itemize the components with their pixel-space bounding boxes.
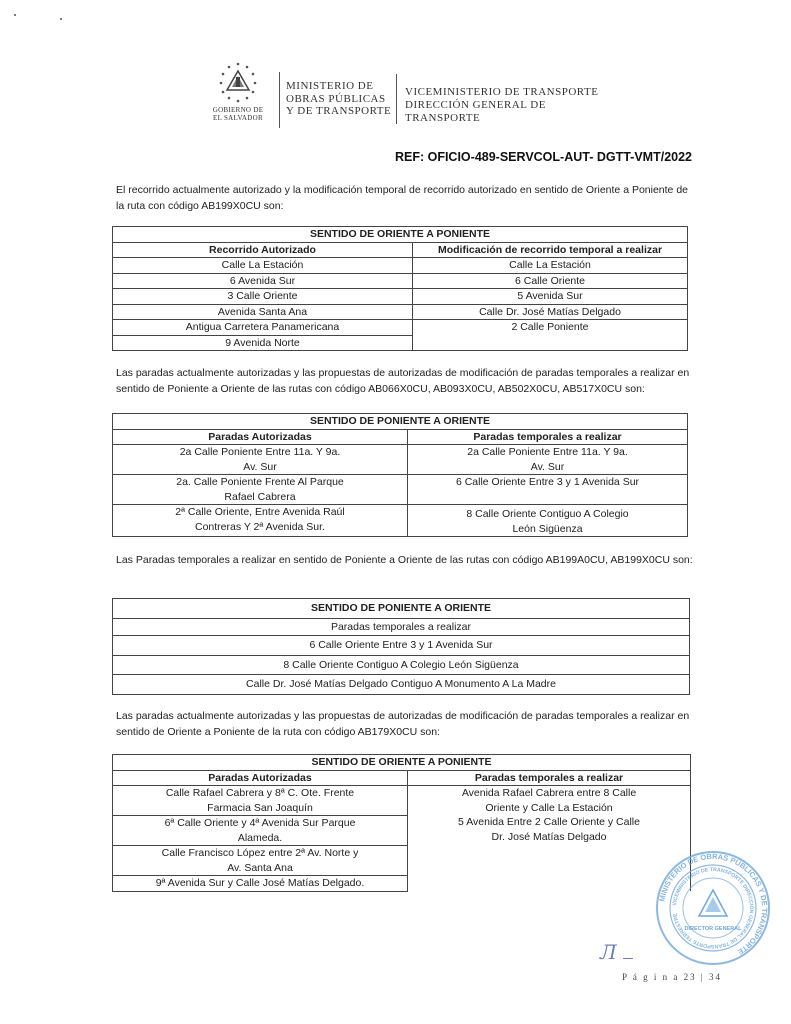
route-table-oriente-poniente — [112, 226, 688, 351]
table-cell: 2a Calle Poniente Entre 11a. Y 9a. Av. Sur — [113, 445, 408, 475]
table-cell: Calle Francisco López entre 2ª Av. Norte y Av. Santa Ana — [113, 846, 408, 876]
table-cell: Calle Rafael Cabrera y 8ª C. Ote. Frente Farmacia San Joaquín — [113, 786, 408, 816]
table-cell: 5 Avenida Sur — [413, 289, 688, 305]
table-title: SENTIDO DE ORIENTE A PONIENTE — [113, 755, 691, 771]
table-cell: 2a Calle Poniente Entre 11a. Y 9a. Av. Sur — [408, 445, 688, 475]
table-title: SENTIDO DE ORIENTE A PONIENTE — [113, 227, 688, 243]
scan-dot — [14, 14, 16, 16]
column-header: Recorrido Autorizado — [113, 242, 413, 258]
table-cell: Calle Dr. José Matías Delgado — [413, 304, 688, 320]
table-cell: 5 Avenida Entre 2 Calle Oriente y Calle Dr. José Matías Delgado — [458, 816, 640, 843]
table-cell-empty — [413, 335, 688, 351]
coat-of-arms-icon — [216, 60, 260, 104]
ministry-name: MINISTERIO DE OBRAS PÚBLICAS Y DE TRANSPORTE — [286, 80, 392, 117]
stamp-bottom-text: DIRECTOR GENERAL — [684, 926, 742, 932]
table-cell: 3 Calle Oriente — [113, 289, 413, 305]
reference-number: REF: OFICIO-489-SERVCOL-AUT- DGTT-VMT/2022 — [394, 150, 692, 164]
column-header: Paradas Autorizadas — [113, 770, 408, 786]
vice-ministry-name: VICEMINISTERIO DE TRANSPORTE DIRECCIÓN GENERAL DE TRANSPORTE — [405, 86, 599, 124]
header-divider — [396, 74, 397, 124]
table-cell: 2 Calle Poniente — [413, 320, 688, 336]
official-stamp — [655, 850, 771, 966]
stops-table-oriente-poniente — [112, 754, 691, 892]
column-header: Modificación de recorrido temporal a realizar — [413, 242, 688, 258]
stops-table-poniente-oriente — [112, 413, 688, 537]
table-cell: 6 Calle Oriente Entre 3 y 1 Avenida Sur — [408, 475, 688, 505]
table-cell: 8 Calle Oriente Contiguo A Colegio León Sigüenza — [408, 505, 688, 537]
column-header: Paradas temporales a realizar — [113, 618, 690, 636]
table-title: SENTIDO DE PONIENTE A ORIENTE — [113, 414, 688, 430]
table-cell: Avenida Rafael Cabrera entre 8 Calle Oriente y Calle La Estación — [461, 787, 637, 814]
letterhead — [200, 60, 620, 130]
column-header: Paradas temporales a realizar — [408, 770, 691, 786]
table-title: SENTIDO DE PONIENTE A ORIENTE — [113, 599, 690, 619]
stamp-outer-text: MINISTERIO DE OBRAS PÚBLICAS Y DE TRANSPORTE — [657, 851, 770, 957]
table-cell: Calle Dr. José Matías Delgado Contiguo A Monumento A La Madre — [113, 675, 690, 695]
page-number: P á g i n a 23 | 34 — [622, 972, 722, 982]
header-divider — [279, 72, 280, 128]
table-cell: Calle La Estación — [413, 258, 688, 274]
signature-initial: Л — [600, 940, 633, 964]
government-label: GOBIERNO DE EL SALVADOR — [212, 106, 264, 122]
column-header: Paradas temporales a realizar — [408, 429, 688, 445]
scan-dot — [60, 18, 62, 20]
table-cell: 6ª Calle Oriente y 4ª Avenida Sur Parque Alameda. — [113, 816, 408, 846]
section2-intro: Las paradas actualmente autorizadas y las propuestas de autorizadas de modificación de paradas temporales a realizar en sentido de Poniente a Oriente de las rutas con código AB066X0CU, AB093X0CU, AB502X0CU, AB517X0CU son: — [116, 367, 690, 395]
section3-intro: Las Paradas temporales a realizar en sentido de Poniente a Oriente de las rutas con código AB199A0CU, AB199X0CU son: — [116, 554, 693, 566]
table-cell: 9ª Avenida Sur y Calle José Matías Delgado. — [113, 876, 408, 892]
table-cell: 9 Avenida Norte — [113, 335, 413, 351]
section4-intro: Las paradas actualmente autorizadas y las propuestas de autorizadas de modificación de paradas temporales a realizar en sentido de Oriente a Poniente de la ruta con código AB179X0CU son: — [116, 710, 690, 738]
table-cell: 8 Calle Oriente Contiguo A Colegio León Sigüenza — [113, 655, 690, 675]
temporary-stops-table — [112, 598, 690, 695]
table-cell-group — [408, 786, 691, 892]
table-cell: 2ª Calle Oriente, Entre Avenida Raúl Contreras Y 2ª Avenida Sur. — [113, 505, 408, 537]
section1-intro: El recorrido actualmente autorizado y la modificación temporal de recorrido autorizado en sentido de Oriente a Poniente de la ruta con código AB199X0CU son: — [116, 184, 688, 212]
table-cell: Calle La Estación — [113, 258, 413, 274]
table-cell: 6 Calle Oriente Entre 3 y 1 Avenida Sur — [113, 636, 690, 656]
table-cell: 6 Calle Oriente — [413, 273, 688, 289]
stamp-inner-text: VICEMINISTERIO DE TRANSPORTE DIRECCIÓN GENERAL DE TRANSPORTE TERRESTRE — [672, 866, 755, 950]
table-cell: Antigua Carretera Panamericana — [113, 320, 413, 336]
government-seal — [200, 60, 276, 122]
table-cell: 2a. Calle Poniente Frente Al Parque Rafael Cabrera — [113, 475, 408, 505]
table-cell: 6 Avenida Sur — [113, 273, 413, 289]
table-cell: Avenida Santa Ana — [113, 304, 413, 320]
column-header: Paradas Autorizadas — [113, 429, 408, 445]
